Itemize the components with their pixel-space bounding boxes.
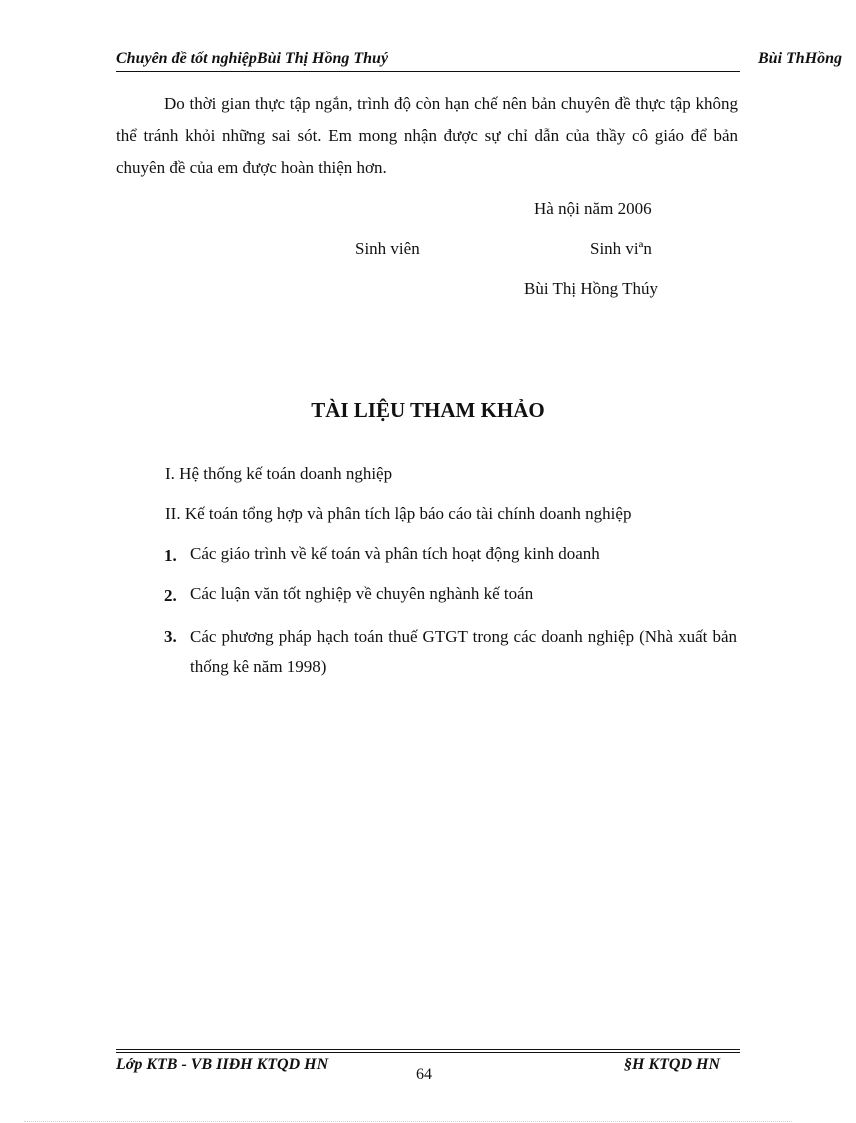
page-number: 64 xyxy=(416,1066,432,1083)
reference-item-2: Các luận văn tốt nghiệp về chuyên nghành kế toán xyxy=(190,584,534,603)
footer-rule-bottom xyxy=(116,1052,740,1053)
student-name: Bùi Thị Hồng Thúy xyxy=(524,279,658,298)
header-author: Bùi ThHồng xyxy=(758,50,843,67)
closing-paragraph: Do thời gian thực tập ngắn, trình độ còn hạn chế nên bản chuyên đề thực tập không thể tránh khỏi những sai sót. Em mong nhận được sự chỉ dẫn của thầy cô giáo để bản chuyên đề của em được hoàn thiện hơn. xyxy=(116,94,738,177)
student-label-duplicate: Sinh viªn xyxy=(590,239,652,258)
date-place: Hà nội năm 2006 xyxy=(534,199,652,218)
reference-item-roman-2: II. Kế toán tổng hợp và phân tích lập báo cáo tài chính doanh nghiệp xyxy=(165,504,632,523)
reference-item-3: Các phương pháp hạch toán thuế GTGT trong các doanh nghiệp (Nhà xuất bản thống kê năm 1998) xyxy=(190,627,737,676)
reference-item-1: Các giáo trình về kế toán và phân tích hoạt động kinh doanh xyxy=(190,544,600,563)
footer-rule-top xyxy=(116,1049,740,1050)
reference-number-2: 2. xyxy=(164,586,177,605)
header-title: Chuyên đề tốt nghiệpBùi Thị Hồng Thuý xyxy=(116,50,389,67)
student-label: Sinh viên xyxy=(355,239,420,258)
footer-class: Lớp KTB - VB IIĐH KTQD HN xyxy=(116,1056,329,1073)
reference-item-roman-1: I. Hệ thống kế toán doanh nghiệp xyxy=(165,464,393,483)
reference-number-3: 3. xyxy=(164,627,177,646)
footer-university: §H KTQD HN xyxy=(624,1056,720,1073)
reference-number-1: 1. xyxy=(164,546,177,565)
page-edge-divider xyxy=(24,1121,792,1122)
references-title: TÀI LIỆU THAM KHẢO xyxy=(311,398,545,422)
header-rule xyxy=(116,71,740,72)
